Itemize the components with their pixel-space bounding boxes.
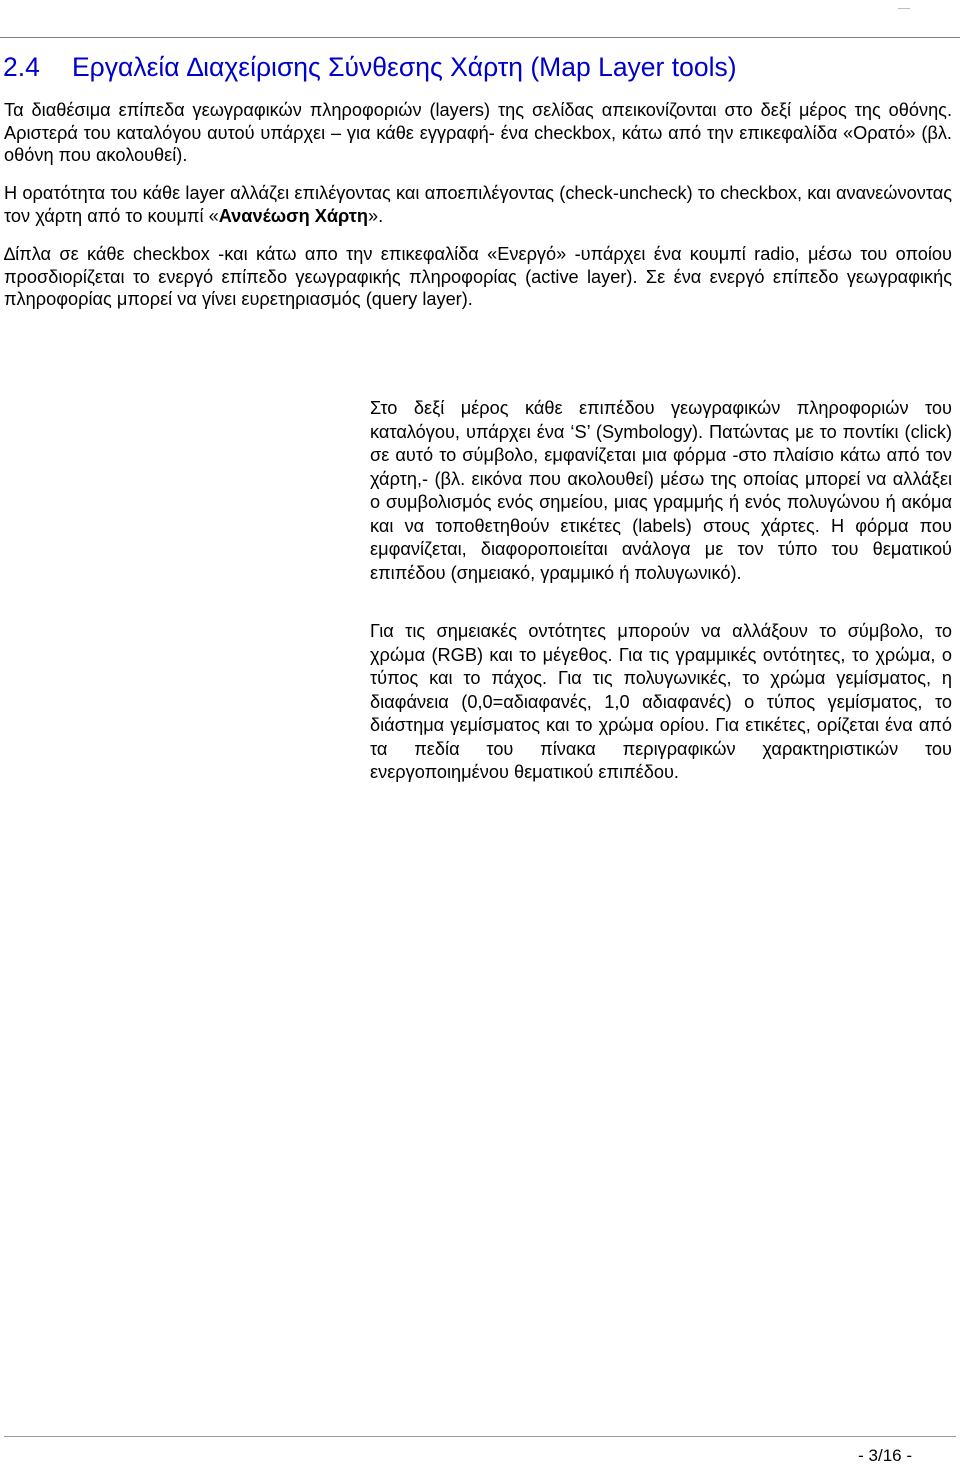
- page-number: - 3/16 -: [858, 1446, 912, 1465]
- header-mark: [898, 8, 910, 9]
- section-title: Εργαλεία ∆ιαχείρισης Σύνθεσης Χάρτη (Map Layer tools): [72, 52, 737, 82]
- paragraph-visibility-text: Η ορατότητα του κάθε layer αλλάζει επιλέγοντας και αποεπιλέγοντας (check-uncheck) το checkbox, και ανανεώνοντας τον χάρτη από το κουμπί «: [4, 183, 952, 226]
- paragraph-visibility-end: ».: [368, 205, 384, 226]
- refresh-map-label: Ανανέωση Χάρτη: [218, 205, 369, 226]
- paragraph-active-layer: ∆ίπλα σε κάθε checkbox -και κάτω απο την επικεφαλίδα «Ενεργό» -υπάρχει ένα κουμπί radio, μέσω του οποίου προσδιορίζεται το ενεργό επίπεδο γεωγραφικής πληροφορίας (active layer). Σε ένα ενεργό επίπεδο γεωγραφικής πληροφορίας μπορεί να γίνει ευρετηριασμός (query layer).: [4, 244, 952, 309]
- section-number: 2.4: [3, 52, 40, 82]
- section-heading: [3, 52, 737, 83]
- paragraph-symbology: Στο δεξί μέρος κάθε επιπέδου γεωγραφικών πληροφοριών του καταλόγου, υπάρχει ένα ‘S’ (Symbology). Πατώντας με το ποντίκι (click) σε αυτό το σύμβολο, εμφανίζεται μια φόρμα -στο πλαίσιο κάτω από τον χάρτη,- (βλ. εικόνα που ακολουθεί) μέσω της οποίας μπορεί να αλλάξει ο συμβολισμός ενός σημείου, μιας γραμμής ή ενός πολυγώνου ή ακόμα και να τοποθετηθούν ετικέτες (labels) στους χάρτες. Η φόρμα που εμφανίζεται, διαφοροποιείται ανάλογα με τον τύπο του θεματικού επιπέδου (σημειακό, γραμμικό ή πολυγωνικό).: [370, 398, 952, 583]
- footer-rule: [4, 1436, 956, 1437]
- paragraph-visibility: [4, 182, 952, 227]
- paragraph-entity-options: Για τις σημειακές οντότητες μπορούν να αλλάξουν το σύμβολο, το χρώμα (RGB) και το μέγεθος. Για τις γραμμικές οντότητες, το χρώμα, ο τύπος και το πάχος. Για τις πολυγωνικές, το χρώμα γεμίσματος, η διαφάνεια (0,0=αδιαφανές, 1,0 αδιαφανές) ο τύπος γεμίσματος, το διάστημα γεμίσματος και το χρώμα ορίου. Για ετικέτες, ορίζεται ένα από τα πεδία του πίνακα περιγραφικών χαρακτηριστικών του ενεργοποιημένου θεματικού επιπέδου.: [370, 621, 952, 782]
- paragraph-layers-intro: Τα διαθέσιμα επίπεδα γεωγραφικών πληροφοριών (layers) της σελίδας απεικονίζονται στο δεξί μέρος της οθόνης. Αριστερά του καταλόγου αυτού υπάρχει – για κάθε εγγραφή- ένα checkbox, κάτω από την επικεφαλίδα «Ορατό» (βλ. οθόνη που ακολουθεί).: [4, 100, 952, 165]
- header-rule: [0, 0, 960, 38]
